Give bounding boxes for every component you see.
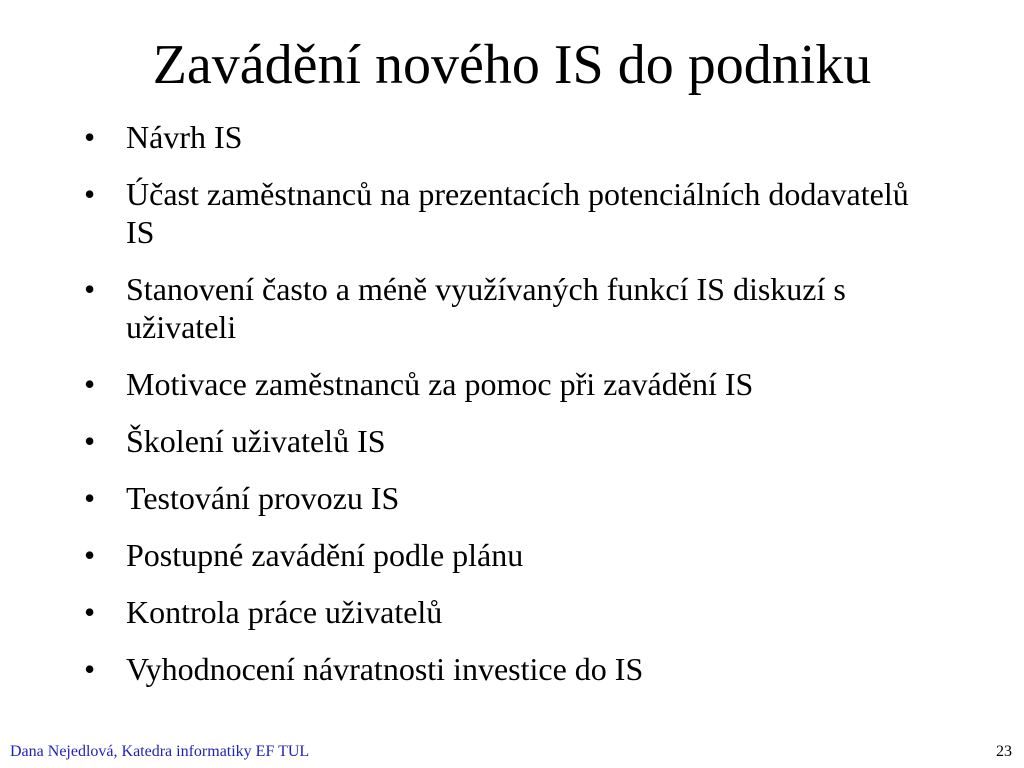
bullet-item [84, 422, 944, 460]
bullet-text: Školení uživatelů IS [126, 423, 386, 459]
bullet-text: Vyhodnocení návratnosti investice do IS [126, 651, 644, 687]
bullet-icon: • [84, 537, 96, 573]
bullet-icon: • [84, 176, 96, 212]
bullet-text: Účast zaměstnanců na prezentacích potenciálních dodavatelů IS [126, 176, 909, 250]
bullet-item [84, 479, 944, 517]
footer-author: Dana Nejedlová, Katedra informatiky EF TUL [10, 743, 310, 760]
bullet-text: Návrh IS [126, 119, 243, 155]
bullet-item [84, 365, 944, 403]
bullet-icon: • [84, 651, 96, 687]
bullet-icon: • [84, 480, 96, 516]
bullet-item [84, 536, 944, 574]
bullet-icon: • [84, 594, 96, 630]
page-number: 23 [996, 743, 1012, 760]
slide-title: Zavádění nového IS do podniku [152, 34, 872, 96]
bullet-item [84, 650, 944, 688]
bullet-text: Kontrola práce uživatelů [126, 594, 443, 630]
bullet-icon: • [84, 271, 96, 307]
bullet-icon: • [84, 119, 96, 155]
bullet-item [84, 593, 944, 631]
bullet-icon: • [84, 366, 96, 402]
bullet-item [84, 118, 944, 156]
bullet-list [84, 118, 944, 707]
bullet-text: Postupné zavádění podle plánu [126, 537, 524, 573]
bullet-item [84, 175, 944, 251]
bullet-icon: • [84, 423, 96, 459]
bullet-text: Motivace zaměstnanců za pomoc při zavádění IS [126, 366, 754, 402]
bullet-item [84, 270, 944, 346]
bullet-text: Testování provozu IS [126, 480, 400, 516]
bullet-text: Stanovení často a méně využívaných funkcí IS diskuzí s uživateli [126, 271, 846, 345]
